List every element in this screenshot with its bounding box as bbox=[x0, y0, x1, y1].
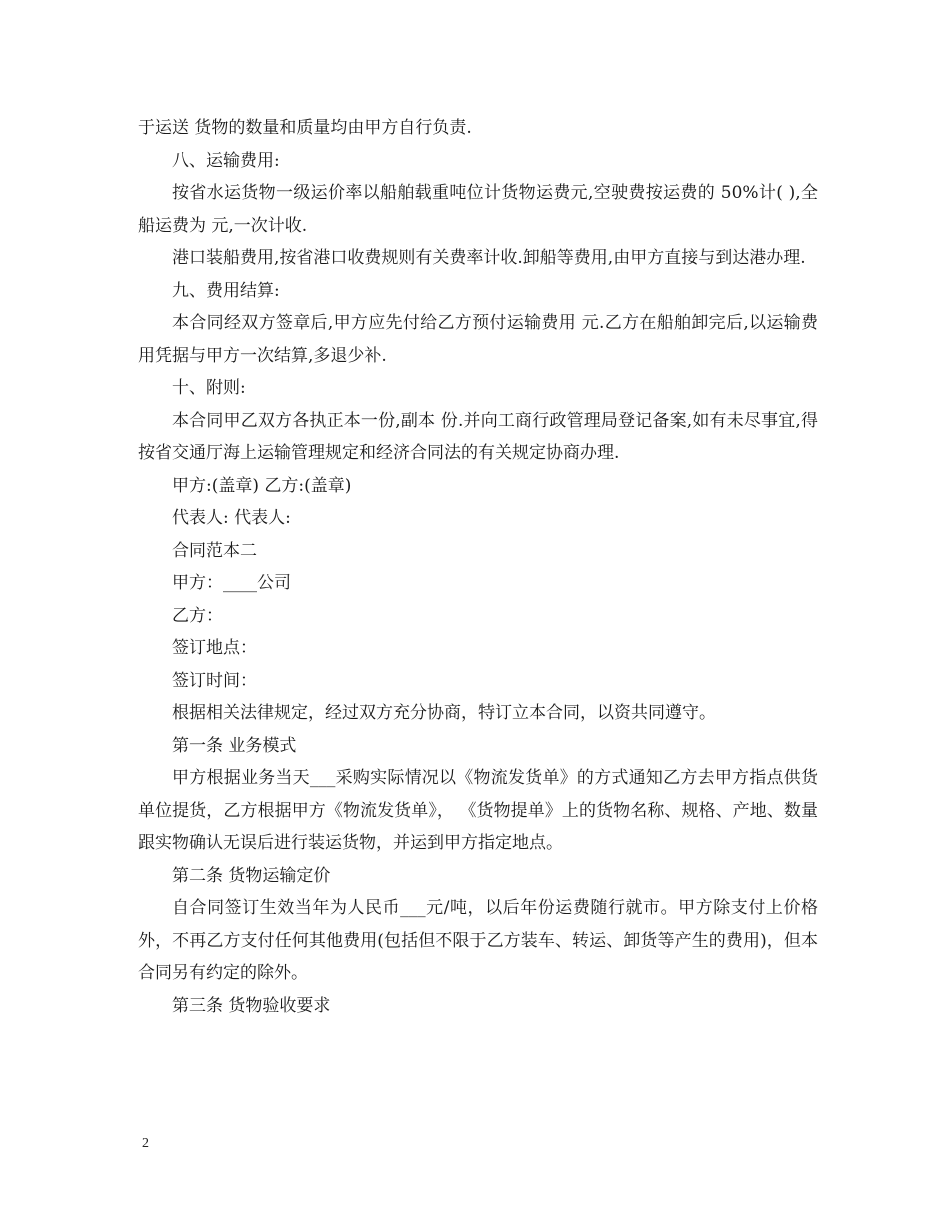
paragraph: 本合同经双方签章后,甲方应先付给乙方预付运输费用 元.乙方在船舶卸完后,以运输费用凭据与甲方一次结算,多退少补. bbox=[138, 313, 818, 366]
paragraph: 港口装船费用,按省港口收费规则有关费率计收.卸船等费用,由甲方直接与到达港办理. bbox=[172, 248, 806, 268]
paragraph: 签订地点： bbox=[172, 638, 257, 658]
paragraph: 于运送 货物的数量和质量均由甲方自行负责. bbox=[138, 118, 472, 138]
paragraph: 八、运输费用: bbox=[172, 150, 280, 171]
page-number: 2 bbox=[142, 1136, 149, 1151]
paragraph: 乙方： bbox=[172, 605, 223, 626]
paragraph: 甲方根据业务当天___采购实际情况以《物流发货单》的方式通知乙方去甲方指点供货单位提货，乙方根据甲方《物流发货单》， 《货物提单》上的货物名称、规格、产地、数量跟实物确认无误后进行装运货物，并运到甲方指定地点。 bbox=[138, 768, 818, 853]
paragraph: 本合同甲乙双方各执正本一份,副本 份.并向工商行政管理局登记备案,如有未尽事宜,得按省交通厅海上运输管理规定和经济合同法的有关规定协商办理. bbox=[138, 410, 818, 463]
paragraph: 合同范本二 bbox=[172, 540, 257, 561]
paragraph: 第二条 货物运输定价 bbox=[172, 865, 331, 886]
paragraph: 十、附则: bbox=[172, 378, 246, 398]
paragraph: 第三条 货物验收要求 bbox=[172, 995, 331, 1016]
paragraph: 按省水运货物一级运价率以船舶载重吨位计货物运费元,空驶费按运费的 50%计( ),全船运费为 元,一次计收. bbox=[138, 183, 818, 236]
paragraph: 自合同签订生效当年为人民币___元/吨，以后年份运费随行就市。甲方除支付上价格外，不再乙方支付任何其他费用(包括但不限于乙方装车、转运、卸货等产生的费用)，但本合同另有约定的除外。 bbox=[138, 898, 818, 983]
paragraph: 签订时间： bbox=[172, 670, 257, 691]
document-body bbox=[138, 112, 818, 1022]
paragraph: 第一条 业务模式 bbox=[172, 735, 297, 756]
paragraph: 甲方：____公司 bbox=[172, 573, 291, 593]
paragraph: 甲方:(盖章) 乙方:(盖章) bbox=[172, 475, 352, 496]
paragraph: 九、费用结算: bbox=[172, 280, 280, 301]
paragraph: 根据相关法律规定，经过双方充分协商，特订立本合同，以资共同遵守。 bbox=[172, 703, 716, 723]
paragraph: 代表人: 代表人: bbox=[172, 508, 291, 528]
